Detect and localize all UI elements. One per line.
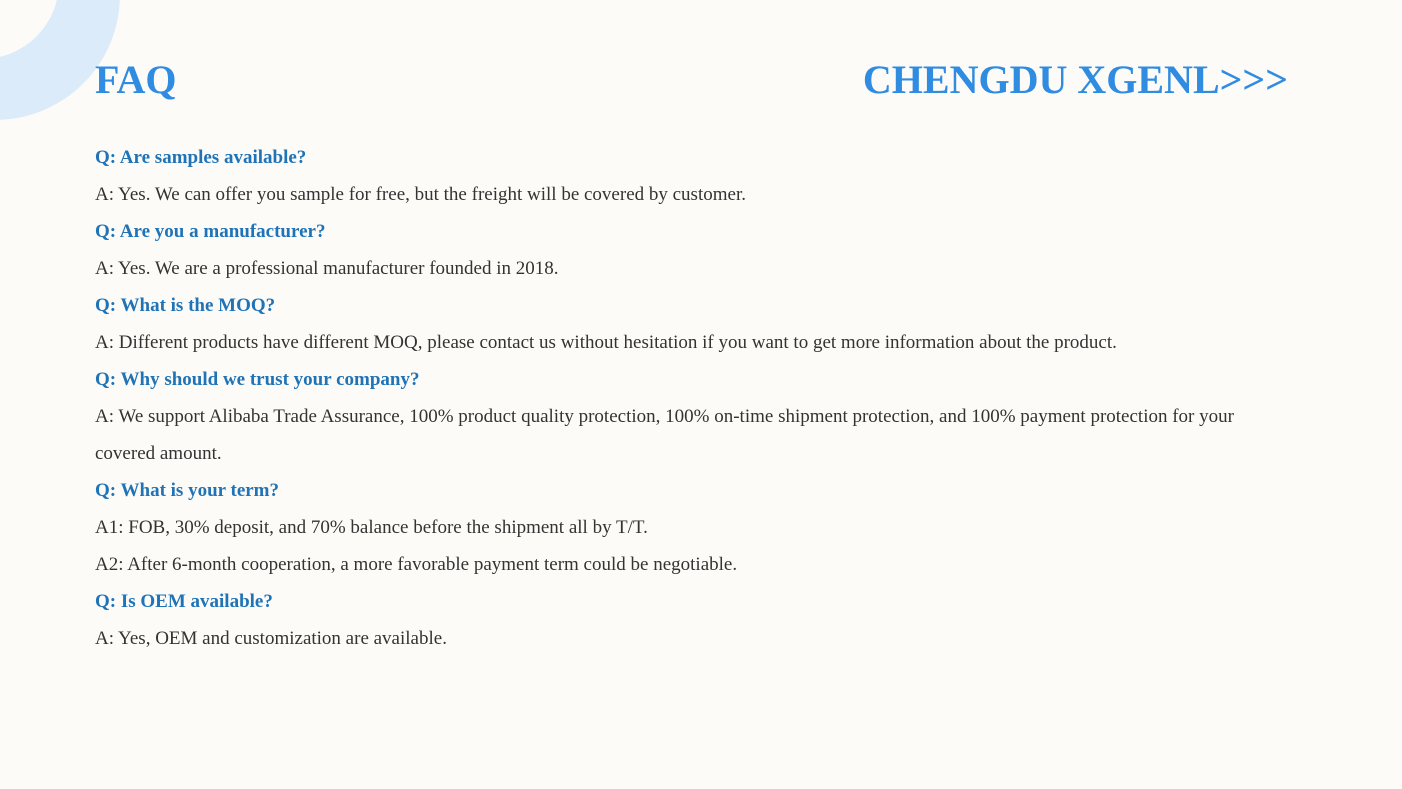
brand-link[interactable]: CHENGDU XGENL>>> xyxy=(862,57,1288,102)
faq-item xyxy=(95,139,1295,213)
page-title: FAQ xyxy=(95,57,177,102)
faq-item xyxy=(95,472,1295,583)
faq-answer: A: Yes. We are a professional manufacturer founded in 2018. xyxy=(95,258,559,279)
faq-question: Q: What is the MOQ? xyxy=(95,295,276,316)
faq-question: Q: Are samples available? xyxy=(95,147,307,168)
faq-question: Q: What is your term? xyxy=(95,480,280,501)
faq-question: Q: Why should we trust your company? xyxy=(95,369,420,390)
faq-answer: A2: After 6-month cooperation, a more favorable payment term could be negotiable. xyxy=(95,554,738,575)
faq-question: Q: Is OEM available? xyxy=(95,591,273,612)
faq-answer: A: Yes. We can offer you sample for free, but the freight will be covered by customer. xyxy=(95,184,746,205)
faq-answer: A1: FOB, 30% deposit, and 70% balance before the shipment all by T/T. xyxy=(95,517,648,538)
faq-question: Q: Are you a manufacturer? xyxy=(95,221,326,242)
faq-item xyxy=(95,213,1295,287)
faq-item xyxy=(95,583,1295,657)
faq-answer: A: Yes, OEM and customization are available. xyxy=(95,628,447,649)
faq-list xyxy=(95,139,1295,657)
faq-answer: A: We support Alibaba Trade Assurance, 100% product quality protection, 100% on-time shipment protection, and 100% payment protection for your covered amount. xyxy=(95,406,1234,464)
faq-item xyxy=(95,287,1295,361)
faq-item xyxy=(95,361,1295,472)
faq-answer: A: Different products have different MOQ, please contact us without hesitation if you want to get more information about the product. xyxy=(95,332,1117,353)
